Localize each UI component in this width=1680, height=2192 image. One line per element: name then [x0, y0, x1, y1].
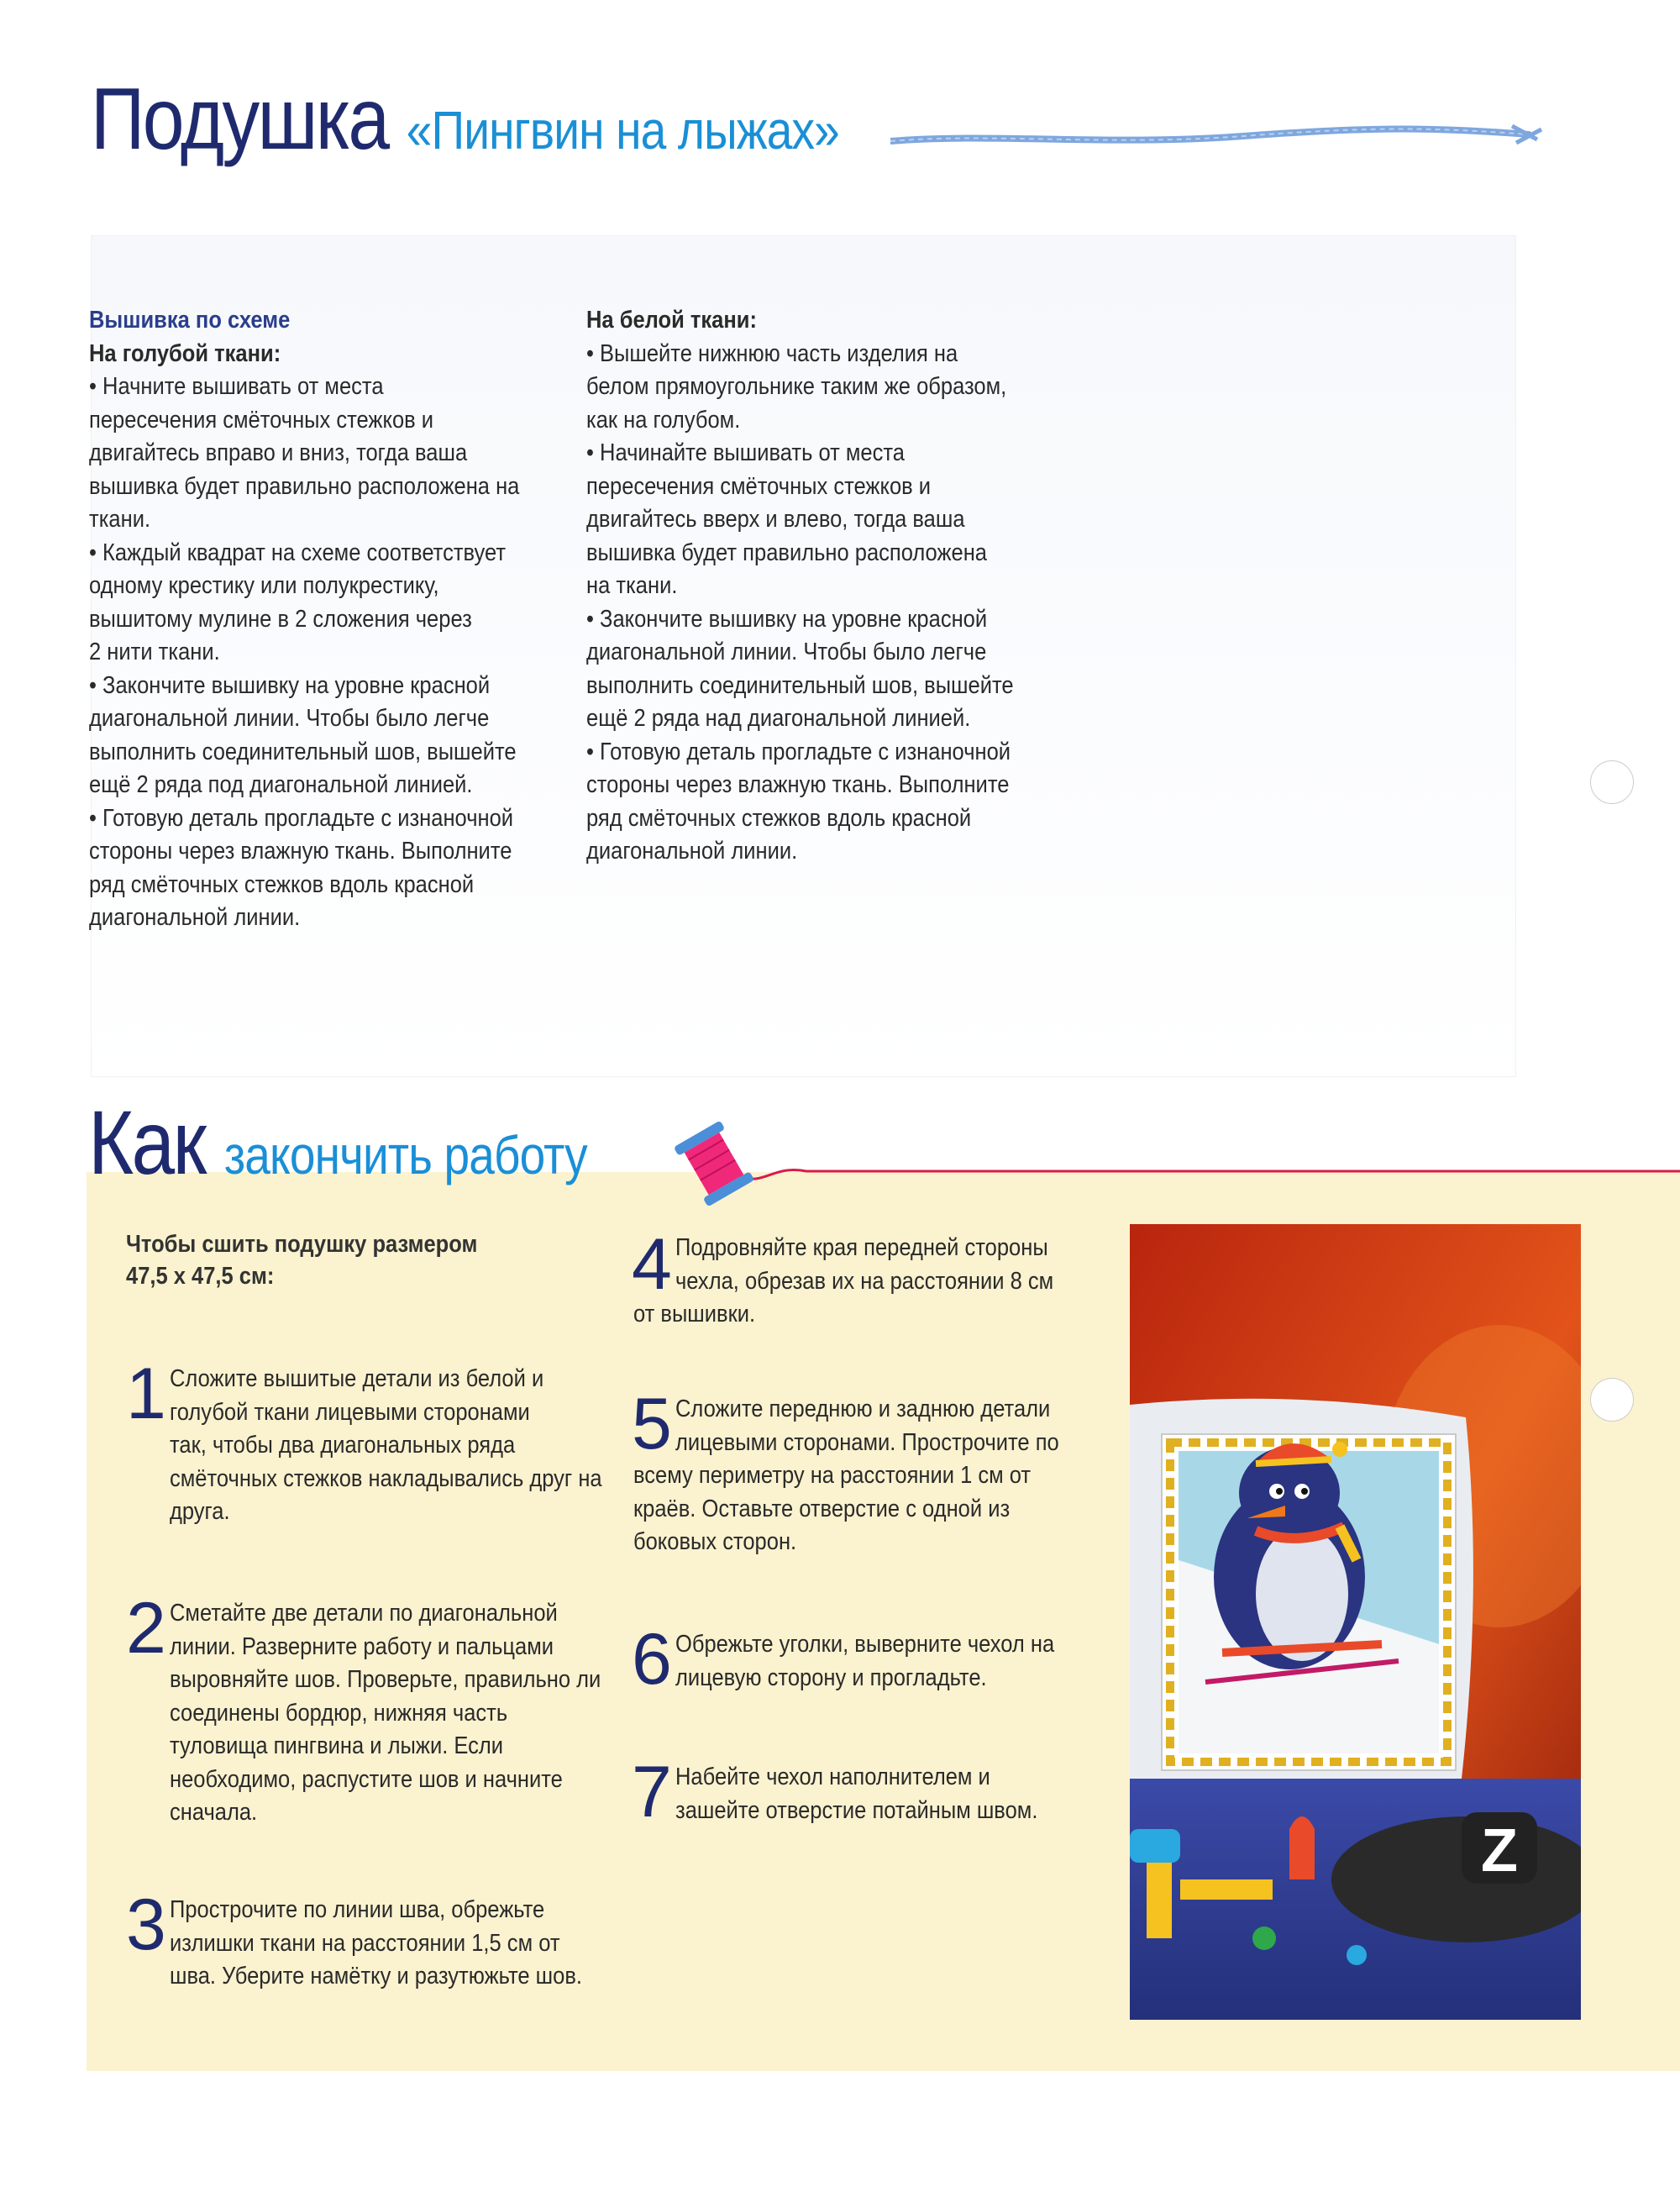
red-thread-line — [739, 1161, 1680, 1186]
text-line: • Закончите вышивку на уровне красной — [586, 605, 988, 633]
step-line: Прострочите по линии шва, обрежьте — [170, 1896, 545, 1923]
step-line: соединены бордюр, нижняя часть — [170, 1699, 508, 1727]
page-title-main: Подушка — [91, 71, 388, 168]
text-line: пересечения смёточных стежков и — [586, 472, 932, 500]
embroidery-section-title: Вышивка по схеме — [89, 307, 291, 334]
text-line: стороны через влажную ткань. Выполните — [586, 771, 1010, 798]
text-line: ряд смёточных стежков вдоль красной — [89, 870, 475, 898]
text-line: стороны через влажную ткань. Выполните — [89, 838, 512, 865]
text-line: двигайтесь вверх и влево, тогда ваша — [586, 506, 965, 533]
text-line: диагональной линии. — [89, 904, 301, 931]
step-line: Сложите вышитые детали из белой и — [170, 1365, 544, 1392]
text-line: как на голубом. — [586, 406, 741, 434]
finish-intro — [126, 1228, 477, 1292]
finish-title-main: Как — [88, 1091, 205, 1193]
text-line: ещё 2 ряда над диагональной линией. — [586, 705, 971, 732]
step-number: 4 — [632, 1224, 672, 1305]
text-line: • Каждый квадрат на схеме соответствует — [89, 539, 507, 566]
step-line: друга. — [170, 1498, 230, 1525]
step-line: чехла, обрезав их на расстоянии 8 см — [675, 1267, 1054, 1295]
step-number: 3 — [126, 1884, 166, 1965]
step-line: Подровняйте края передней стороны — [675, 1234, 1048, 1261]
text-line: ряд смёточных стежков вдоль красной — [586, 804, 972, 832]
step-number: 1 — [126, 1354, 166, 1434]
step-line: Сложите переднюю и заднюю детали — [675, 1396, 1051, 1422]
step-text — [675, 1393, 1059, 1459]
pillow-photo-illustration — [1130, 1224, 1581, 2020]
text-line: выполнить соединительный шов, вышейте — [89, 738, 517, 765]
step-line: линии. Разверните работу и пальцами — [170, 1632, 554, 1660]
step-text — [170, 1894, 582, 1994]
photo-letter: Z — [1481, 1817, 1518, 1884]
step-line: Набейте чехол наполнителем и — [675, 1764, 990, 1790]
text-line: вышивка будет правильно расположена — [586, 539, 988, 566]
intro-line: Чтобы сшить подушку размером — [126, 1231, 478, 1258]
step-text-wrap — [633, 1459, 1031, 1559]
step-number: 6 — [632, 1619, 672, 1700]
text-line: диагональной линии. — [586, 838, 798, 865]
step-line: шва. Уберите намётку и разутюжьте шов. — [170, 1963, 582, 1990]
step-text — [675, 1232, 1053, 1298]
step-line: необходимо, распустите шов и начните — [170, 1765, 563, 1793]
step-line: голубой ткани лицевыми сторонами — [170, 1398, 530, 1426]
step-text — [170, 1597, 601, 1830]
step-text — [170, 1363, 602, 1529]
pillow-photo — [1130, 1224, 1581, 2020]
step-number: 5 — [632, 1384, 672, 1464]
text-line: диагональной линии. Чтобы было легче — [586, 639, 987, 665]
step-line: выровняйте шов. Проверьте, правильно ли — [170, 1666, 601, 1693]
step-line: от вышивки. — [633, 1301, 756, 1327]
text-line: вышивка будет правильно расположена на — [89, 472, 520, 500]
text-line: диагональной линии. Чтобы было легче — [89, 705, 490, 732]
thread-spool-icon — [672, 1117, 756, 1210]
binder-hole — [1590, 1378, 1634, 1422]
text-line: • Вышейте нижнюю часть изделия на — [586, 339, 958, 367]
finish-title-subtitle: закончить работу — [223, 1125, 587, 1185]
finish-title — [88, 1092, 587, 1206]
step-line: всему периметру на расстоянии 1 см от — [633, 1462, 1032, 1489]
step-text-wrap — [633, 1298, 755, 1332]
step-line: лицевую сторону и прогладьте. — [675, 1664, 987, 1691]
step-line: излишки ткани на расстоянии 1,5 см от — [170, 1929, 560, 1957]
text-line: 2 нити ткани. — [89, 639, 220, 665]
text-line: выполнить соединительный шов, вышейте — [586, 671, 1014, 699]
text-line: • Закончите вышивку на уровне красной — [89, 671, 491, 699]
blue-fabric-heading: На голубой ткани: — [89, 339, 281, 367]
step-number: 2 — [126, 1588, 166, 1669]
step-line: Сметайте две детали по диагональной — [170, 1600, 558, 1627]
text-line: • Начните вышивать от места — [89, 373, 384, 400]
text-line: на ткани. — [586, 572, 678, 599]
step-number: 7 — [632, 1752, 672, 1832]
step-line: боковых сторон. — [633, 1528, 797, 1555]
step-line: туловища пингвина и лыжи. Если — [170, 1732, 504, 1759]
white-fabric-heading: На белой ткани: — [586, 307, 757, 334]
intro-line: 47,5 х 47,5 см: — [126, 1263, 275, 1290]
text-line: • Готовую деталь прогладьте с изнаночной — [586, 738, 1011, 765]
step-line: зашейте отверстие потайным швом. — [675, 1796, 1038, 1824]
text-line: двигайтесь вправо и вниз, тогда ваша — [89, 439, 468, 466]
step-line: лицевыми сторонами. Прострочите по — [675, 1428, 1059, 1456]
page-title-subtitle: «Пингвин на лыжах» — [406, 100, 839, 160]
text-line: • Начинайте вышивать от места — [586, 439, 905, 466]
text-line: одному крестику или полукрестику, — [89, 572, 439, 599]
step-line: смёточных стежков накладывались друг на — [170, 1464, 602, 1492]
step-text — [675, 1761, 1037, 1827]
step-line: краёв. Оставьте отверстие с одной из — [633, 1495, 1011, 1522]
binder-hole — [1590, 760, 1634, 804]
step-line: так, чтобы два диагональных ряда — [170, 1432, 516, 1459]
text-line: • Готовую деталь прогладьте с изнаночной — [89, 804, 514, 832]
text-line: ещё 2 ряда под диагональной линией. — [89, 771, 473, 798]
step-line: сначала. — [170, 1799, 258, 1826]
step-text — [675, 1628, 1054, 1695]
text-line: пересечения смёточных стежков и — [89, 406, 434, 434]
white-fabric-column — [586, 304, 1014, 869]
page-title — [91, 69, 839, 181]
text-line: белом прямоугольнике таким же образом, — [586, 373, 1007, 400]
blue-fabric-column — [89, 304, 519, 935]
step-line: Обрежьте уголки, выверните чехол на — [675, 1631, 1055, 1658]
text-line: ткани. — [89, 506, 151, 533]
blue-thread-icon — [890, 118, 1546, 151]
text-line: вышитому мулине в 2 сложения через — [89, 605, 472, 633]
